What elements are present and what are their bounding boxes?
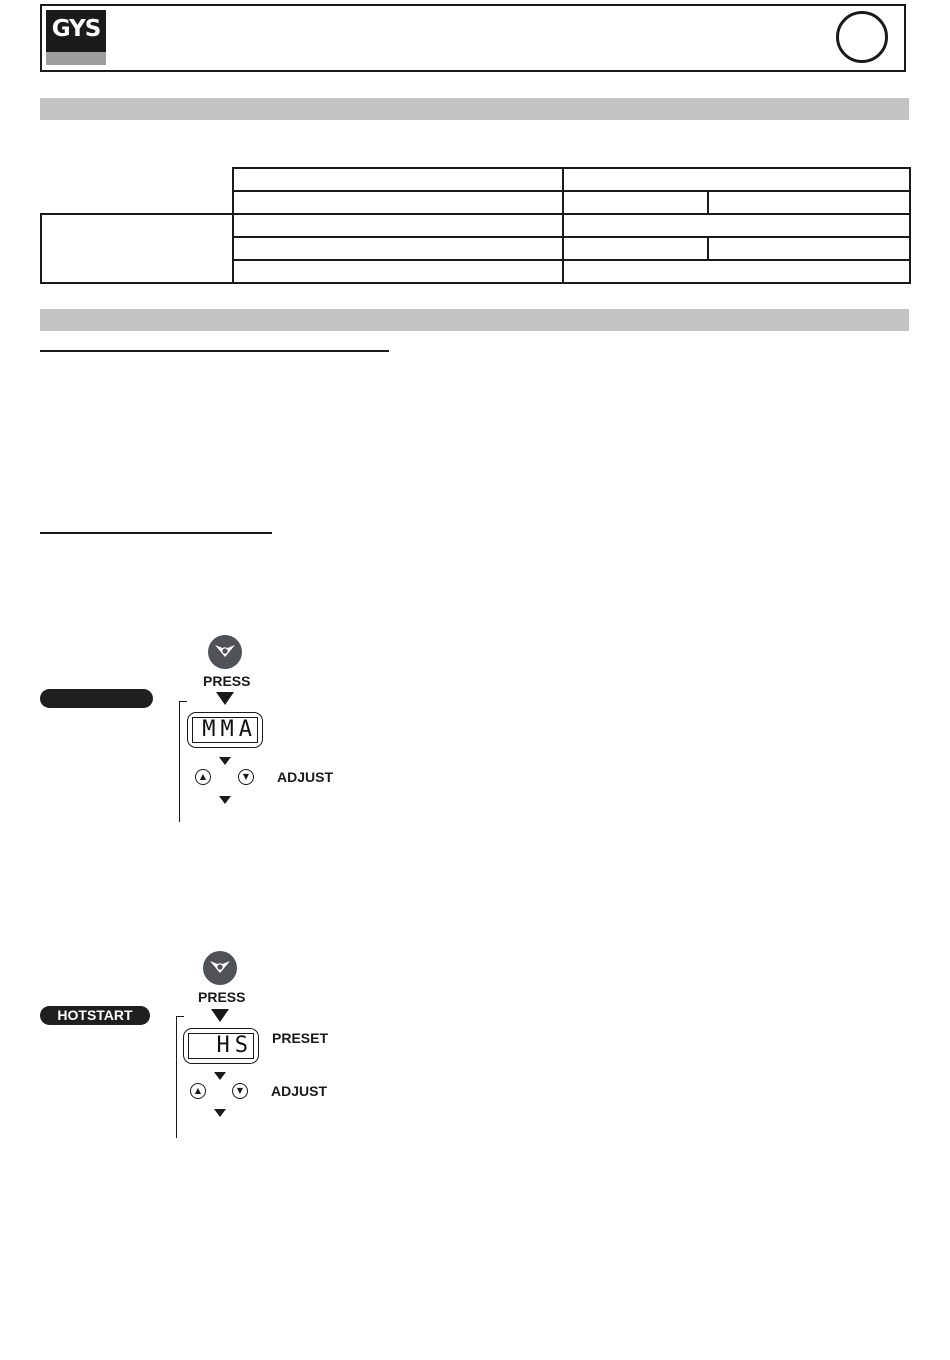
down-arrow-button-icon[interactable]: ▼ xyxy=(232,1083,248,1099)
selector-knob-icon[interactable] xyxy=(203,951,237,985)
selector-knob-icon[interactable] xyxy=(208,635,242,669)
down-triangle-icon xyxy=(211,1009,229,1022)
table-cell xyxy=(233,168,563,191)
hotstart-pill: HOTSTART xyxy=(40,1006,150,1025)
spec-table xyxy=(40,167,911,284)
procedure-bracket xyxy=(179,701,187,822)
lcd-display xyxy=(187,712,263,748)
table-row xyxy=(41,191,910,214)
lcd-value: HS xyxy=(188,1033,254,1059)
table-cell xyxy=(563,260,910,283)
table-cell xyxy=(708,237,910,260)
table-cell xyxy=(563,191,708,214)
section-band-2 xyxy=(40,309,909,331)
down-arrow-button-icon[interactable]: ▼ xyxy=(238,769,254,785)
table-cell xyxy=(708,191,910,214)
press-label: PRESS xyxy=(203,673,251,689)
heading-underline-2 xyxy=(40,532,272,534)
gys-logo xyxy=(46,10,106,65)
table-cell xyxy=(233,260,563,283)
table-row xyxy=(41,214,910,237)
up-arrow-button-icon[interactable]: ▲ xyxy=(195,769,211,785)
language-circle-icon xyxy=(836,11,888,63)
adjust-label: ADJUST xyxy=(277,769,334,785)
page-header xyxy=(40,4,906,72)
table-cell xyxy=(563,214,910,237)
logo-grey-band xyxy=(46,52,106,65)
down-triangle-icon xyxy=(216,692,234,705)
table-cell xyxy=(563,168,910,191)
down-triangle-icon xyxy=(219,757,231,765)
press-label: PRESS xyxy=(198,989,246,1005)
heading-underline-1 xyxy=(40,350,389,352)
mode-pill xyxy=(40,689,153,708)
table-cell xyxy=(233,191,563,214)
table-cell xyxy=(41,214,233,283)
up-arrow-button-icon[interactable]: ▲ xyxy=(190,1083,206,1099)
section-band-1 xyxy=(40,98,909,120)
logo-text: GYS xyxy=(51,16,101,42)
table-cell xyxy=(41,168,233,191)
table-cell xyxy=(233,214,563,237)
table-row xyxy=(41,168,910,191)
lcd-value: MMA xyxy=(192,717,258,743)
adjust-label: ADJUST xyxy=(271,1083,328,1099)
table-cell xyxy=(233,237,563,260)
lcd-display xyxy=(183,1028,259,1064)
table-cell xyxy=(563,237,708,260)
down-triangle-icon xyxy=(214,1109,226,1117)
table-cell xyxy=(41,191,233,214)
down-triangle-icon xyxy=(219,796,231,804)
down-triangle-icon xyxy=(214,1072,226,1080)
preset-label: PRESET xyxy=(272,1030,329,1046)
